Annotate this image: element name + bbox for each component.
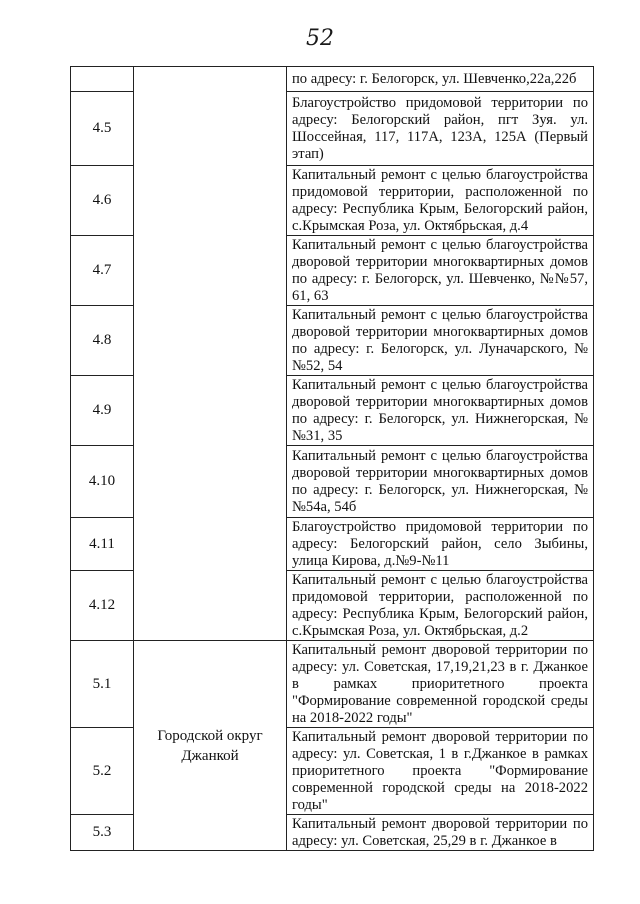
row-description [287, 306, 594, 376]
row-description [287, 166, 594, 236]
table-row [71, 67, 594, 92]
row-description [287, 376, 594, 446]
projects-table [70, 66, 594, 851]
row-number: 4.11 [71, 518, 134, 571]
row-description [287, 815, 594, 851]
row-number: 4.10 [71, 446, 134, 518]
row-number: 5.1 [71, 641, 134, 728]
description-text: Капитальный ремонт с целью благоустройства придомовой территории, расположенной по адресу: Республика Крым, Белогорский район, с.Крымская Роза, ул. Октябрьская, д.2 [292, 572, 588, 639]
table-row [71, 641, 594, 728]
row-description [287, 641, 594, 728]
row-number [71, 67, 134, 92]
description-text: Капитальный ремонт дворовой территории по адресу: ул. Советская, 25,29 в г. Джанкое в [292, 816, 588, 849]
row-number: 4.12 [71, 571, 134, 641]
row-description [287, 571, 594, 641]
description-text: Капитальный ремонт дворовой территории по адресу: ул. Советская, 1 в г.Джанкое в рамках приоритетного проекта "Формирование современной городской среды на 2018-2022 годы" [292, 729, 588, 813]
row-number: 4.6 [71, 166, 134, 236]
row-number: 5.2 [71, 728, 134, 815]
municipality-cell: Городской округ Джанкой [134, 641, 287, 851]
row-number: 4.9 [71, 376, 134, 446]
description-text: по адресу: г. Белогорск, ул. Шевченко,22а,22б [292, 71, 577, 87]
row-description [287, 518, 594, 571]
row-description [287, 92, 594, 166]
municipality-cell-empty [134, 67, 287, 641]
row-description [287, 728, 594, 815]
page-number: 52 [306, 26, 334, 51]
row-number: 4.7 [71, 236, 134, 306]
description-text: Капитальный ремонт с целью благоустройства дворовой территории многоквартирных домов по адресу: г. Белогорск, ул. Нижнегорская, №№54а, 54б [292, 448, 588, 515]
description-text: Благоустройство придомовой территории по адресу: Белогорский район, село Зыбины, улица Кирова, д.№9-№11 [292, 519, 588, 569]
description-text: Капитальный ремонт с целью благоустройства дворовой территории многоквартирных домов по адресу: г. Белогорск, ул. Луначарского, №№52, 54 [292, 307, 588, 374]
row-number: 5.3 [71, 815, 134, 851]
row-number: 4.5 [71, 92, 134, 166]
description-text: Капитальный ремонт с целью благоустройства придомовой территории, расположенной по адресу: Республика Крым, Белогорский район, с.Крымская Роза, ул. Октябрьская, д.4 [292, 167, 588, 234]
description-text: Капитальный ремонт с целью благоустройства дворовой территории многоквартирных домов по адресу: г. Белогорск, ул. Нижнегорская, №№31, 35 [292, 377, 588, 444]
row-number: 4.8 [71, 306, 134, 376]
description-text: Капитальный ремонт с целью благоустройства дворовой территории многоквартирных домов по адресу: г. Белогорск, ул. Шевченко, №№57, 61, 63 [292, 237, 588, 304]
description-text: Капитальный ремонт дворовой территории по адресу: ул. Советская, 17,19,21,23 в г. Джанкое в рамках приоритетного проекта "Формирование современной городской среды на 2018-2022 годы" [292, 642, 588, 726]
row-description [287, 236, 594, 306]
description-text: Благоустройство придомовой территории по адресу: Белогорский район, пгт Зуя. ул. Шоссейная, 117, 117А, 123А, 125А (Первый этап) [292, 95, 588, 162]
row-description [287, 67, 594, 92]
row-description [287, 446, 594, 518]
